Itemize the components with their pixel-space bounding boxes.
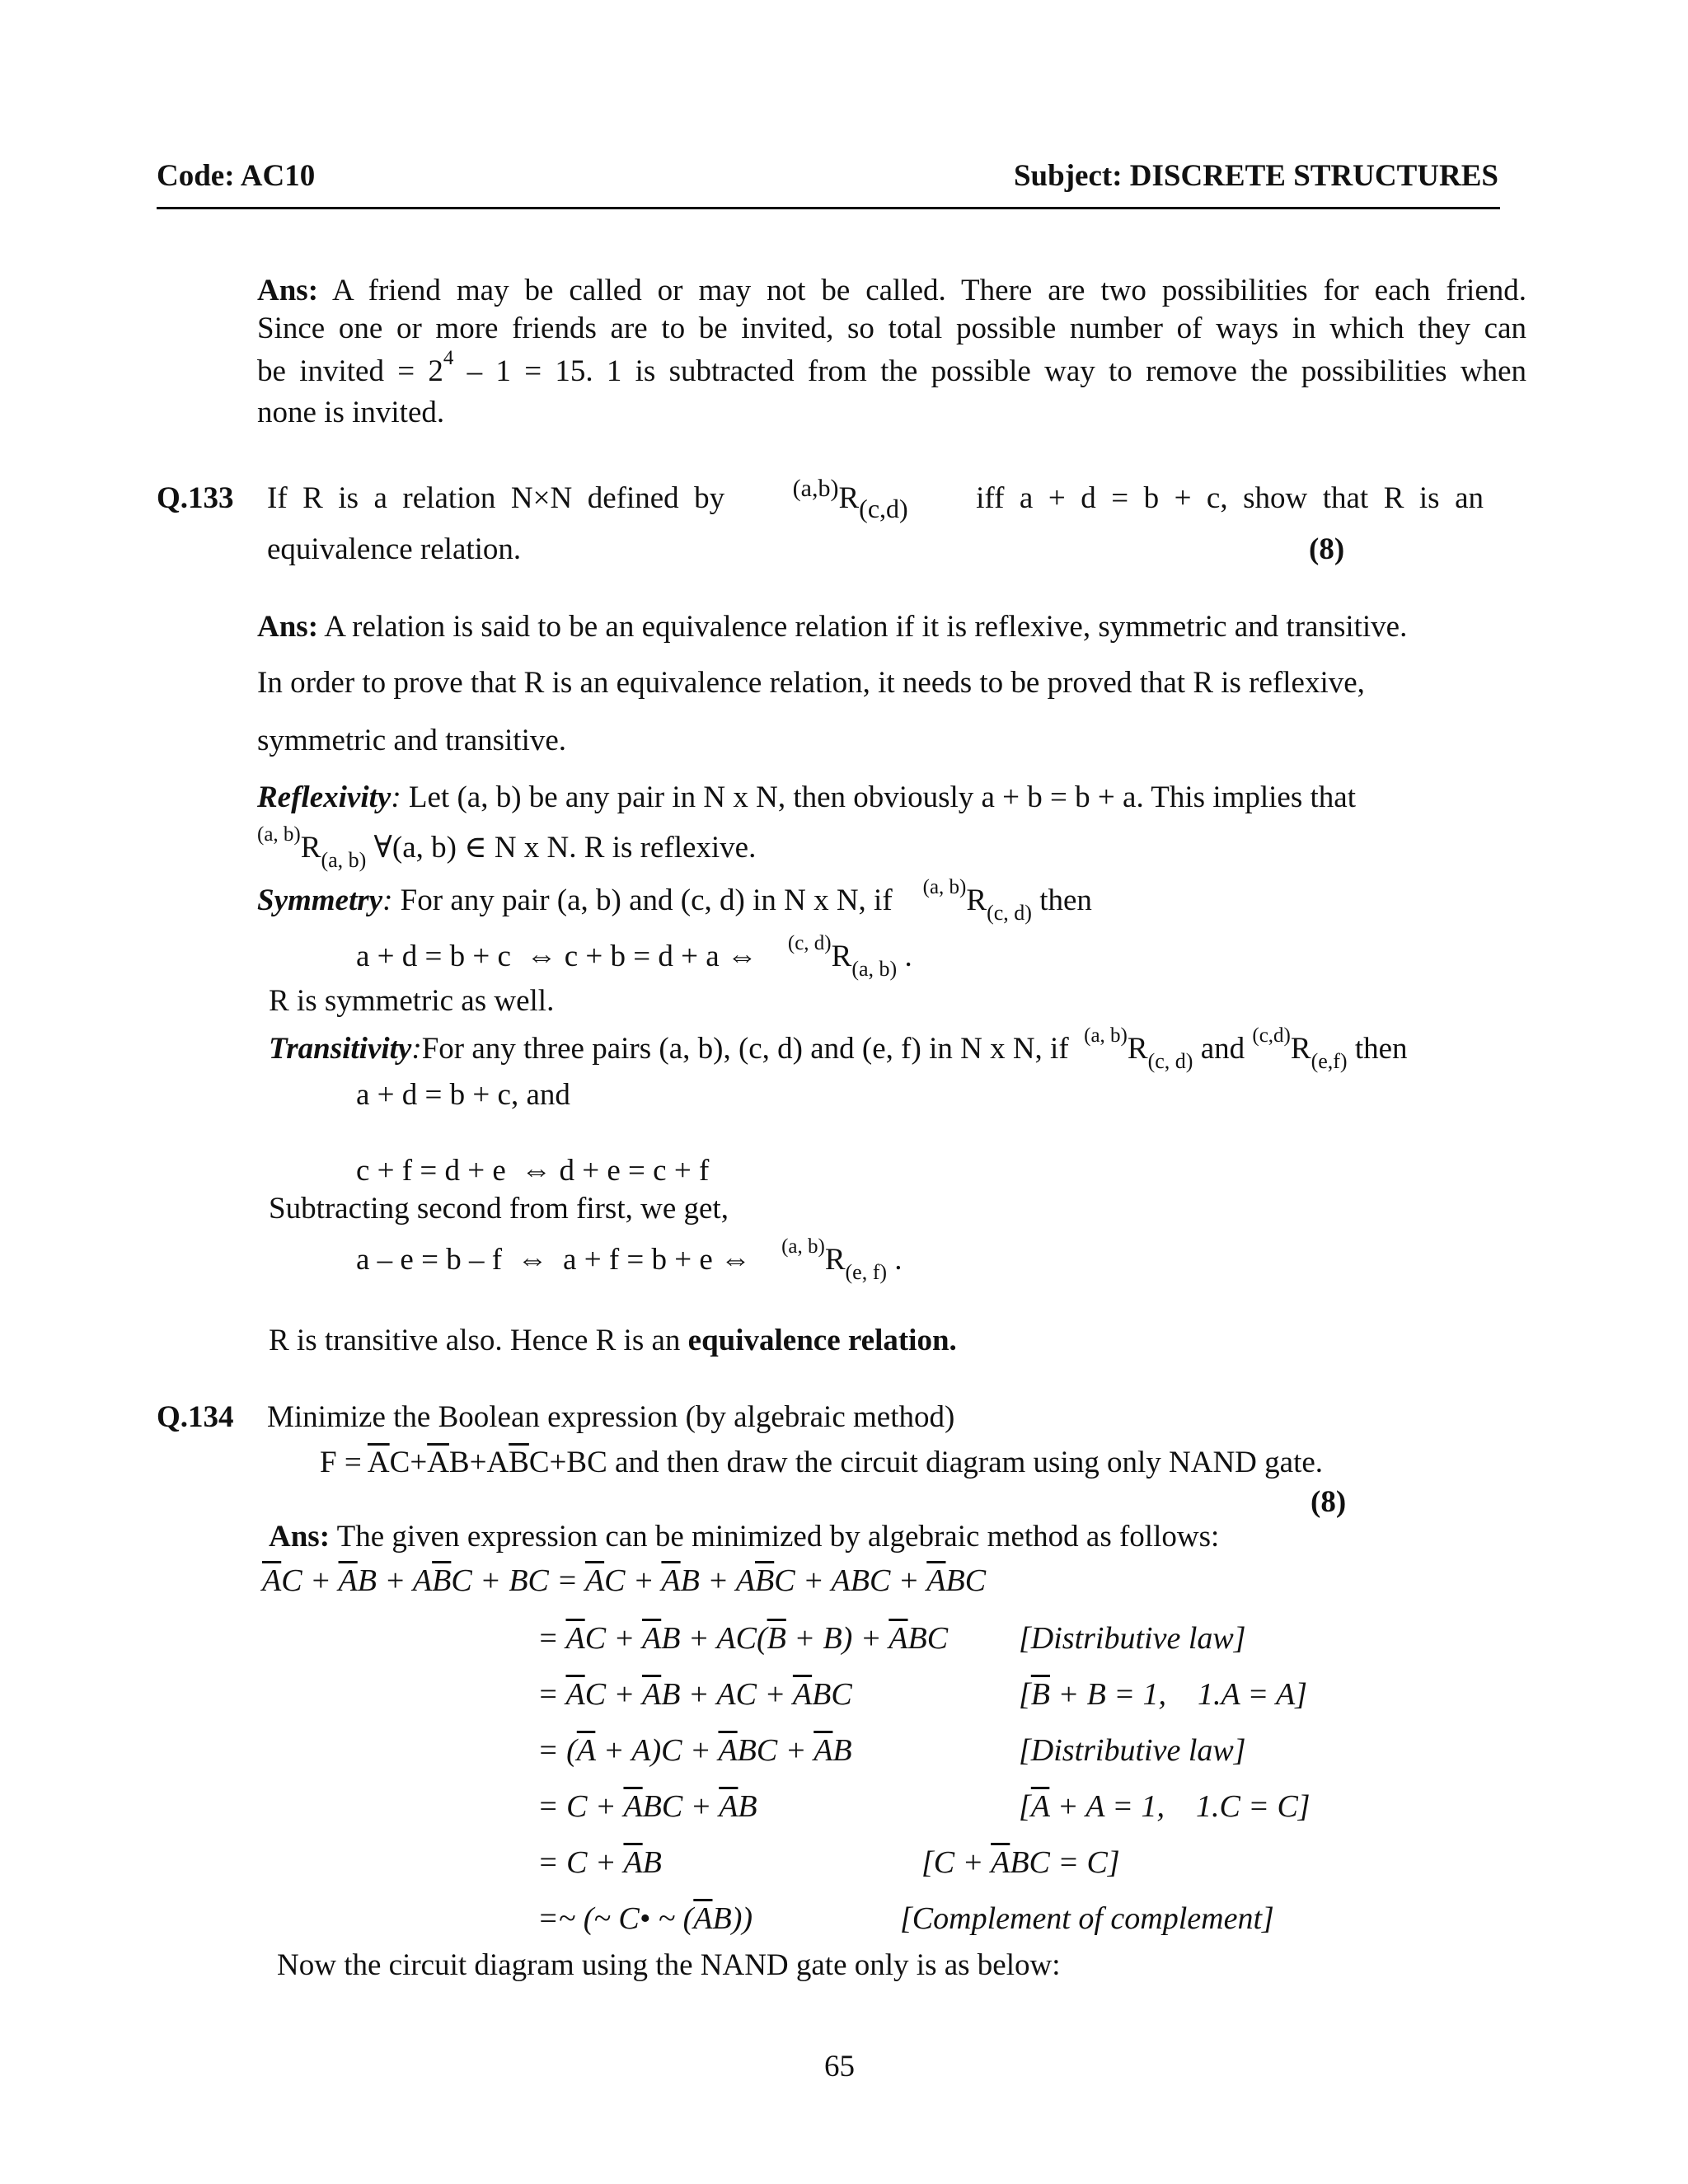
transitivity-conclusion: R is transitive also. Hence R is an equivalence relation. <box>269 1324 957 1357</box>
ans-text: none is invited. <box>257 396 445 429</box>
derivation-line-2: = $\overline{A}C + \overline{A}B$ + AC + $\overline{A}BC$ <box>537 1677 852 1712</box>
transitivity-line: Transitivity:For any three pairs (a, b), (c, d) and (e, f) in N x N, if $^{(a, b)}R_{(c, d)}$ and $^{(c,d)}R_{(e,f)}$ then <box>269 1024 1408 1073</box>
question-text: iff a + d = b + c, show that R is an <box>976 481 1484 515</box>
course-code: Code: AC10 <box>157 159 316 193</box>
symmetry-equation: a + d = b + c ⇔ c + b = d + a ⇔ $^{(c, d)}R_{(a, b)}$ . <box>356 932 912 981</box>
ans-text: be invited = 2 <box>257 354 443 388</box>
ans-label: Ans: <box>257 274 319 307</box>
derivation-line-3: = $(\overline{A} + A)C + \overline{A}BC + \overline{A}B$ <box>537 1733 852 1768</box>
ans-label: Ans: <box>257 610 319 644</box>
answer-134-intro: Ans: The given expression can be minimized by algebraic method as follows: <box>269 1520 1220 1554</box>
answer-132 <box>257 272 1526 432</box>
transitivity-eq2: c + f = d + e ⇔ d + e = c + f <box>356 1154 710 1188</box>
law-label: [Distributive law] <box>1019 1621 1246 1656</box>
question-number-134: Q.134 <box>157 1400 234 1434</box>
reflexivity-label: Reflexivity <box>257 780 392 814</box>
derivation-line-5: = $C + \overline{A}B$ <box>537 1845 662 1880</box>
transitivity-eq1: a + d = b + c, and <box>356 1078 570 1112</box>
ans-text: Since one or more friends are to be invited, so total possible number of ways in which they can <box>257 312 1526 345</box>
question-133-text <box>267 475 1484 523</box>
question-134-line2: $F = \overline{A}C+\overline{A}B+A\overline{B}C+BC$ and then draw the circuit diagram using only NAND gate. <box>320 1446 1324 1479</box>
boolean-expression: $\overline{A}C+\overline{A}B+A\overline{B}C+BC$ <box>367 1446 607 1479</box>
symmetry-label: Symmetry <box>257 883 383 917</box>
answer-133-line1: Ans: A relation is said to be an equivalence relation if it is reflexive, symmetric and transitive. <box>257 610 1408 644</box>
transitivity-eq3: a – e = b – f ⇔ a + f = b + e ⇔ $^{(a, b)}R_{(e, f)}$ . <box>356 1235 903 1284</box>
question-133-line2: equivalence relation. <box>267 532 522 566</box>
marks-133: (8) <box>1309 532 1345 566</box>
subtract-line: Subtracting second from first, we get, <box>269 1192 729 1226</box>
question-134-line1: Minimize the Boolean expression (by algebraic method) <box>267 1400 955 1434</box>
subject-title: Subject: DISCRETE STRUCTURES <box>1013 159 1498 193</box>
ans-label: Ans: <box>269 1520 331 1554</box>
reflexivity-line: Reflexivity: Let (a, b) be any pair in N x N, then obviously a + b = b + a. This implies that <box>257 780 1356 814</box>
symmetry-line: Symmetry: For any pair (a, b) and (c, d) in N x N, if $^{(a, b)}R_{(c, d)}$ then <box>257 876 1092 925</box>
symmetry-conclusion: R is symmetric as well. <box>269 984 555 1018</box>
question-number-133: Q.133 <box>157 481 234 515</box>
question-text: If R is a relation N×N defined by <box>267 481 725 515</box>
derivation-line-0: $\overline{A}C + \overline{A}B + A\overline{B}C$ + BC = $\overline{A}C + \overline{A}B + A\overline{B}C$ + ABC + $\overline{A}BC$ <box>262 1563 987 1598</box>
header-rule <box>157 207 1500 209</box>
answer-133-line2: In order to prove that R is an equivalence relation, it needs to be proved that R is reflexive, <box>257 666 1365 700</box>
derivation-line-1: = $\overline{A}C + \overline{A}B + AC(\overline{B} + B) + \overline{A}BC$ <box>537 1621 949 1656</box>
derivation-line-6: =~ (~ C• ~ $(\overline{A}B)$) <box>537 1901 753 1936</box>
law-label: $[C + \overline{A}BC = C]$ <box>921 1845 1120 1880</box>
answer-134-outro: Now the circuit diagram using the NAND gate only is as below: <box>277 1948 1061 1982</box>
relation-notation: $^{(a,b)}$R(c,d) <box>792 475 908 523</box>
exponent: 4 <box>443 347 454 369</box>
law-label: [Distributive law] <box>1019 1733 1246 1768</box>
law-label: [$\overline{B} + B = 1$, 1.A = A] <box>1019 1677 1307 1712</box>
law-label: [Complement of complement] <box>900 1901 1274 1936</box>
page-number: 65 <box>824 2050 855 2083</box>
ans-text: A friend may be called or may not be called. There are two possibilities for each friend. <box>318 274 1526 307</box>
transitivity-label: Transitivity <box>269 1032 412 1066</box>
reflexivity-relation: $^{(a, b)}R_{(a, b)}$ ∀(a, b) ∈ N x N. R is reflexive. <box>257 823 757 872</box>
answer-133-line3: symmetric and transitive. <box>257 724 567 757</box>
marks-134: (8) <box>1311 1485 1347 1519</box>
derivation-line-4: = $C + \overline{A}BC + \overline{A}B$ <box>537 1789 757 1824</box>
law-label: [$\overline{A} + A = 1$, 1.C = C] <box>1019 1789 1311 1824</box>
ans-text: – 1 = 15. 1 is subtracted from the possible way to remove the possibilities when <box>453 354 1526 388</box>
